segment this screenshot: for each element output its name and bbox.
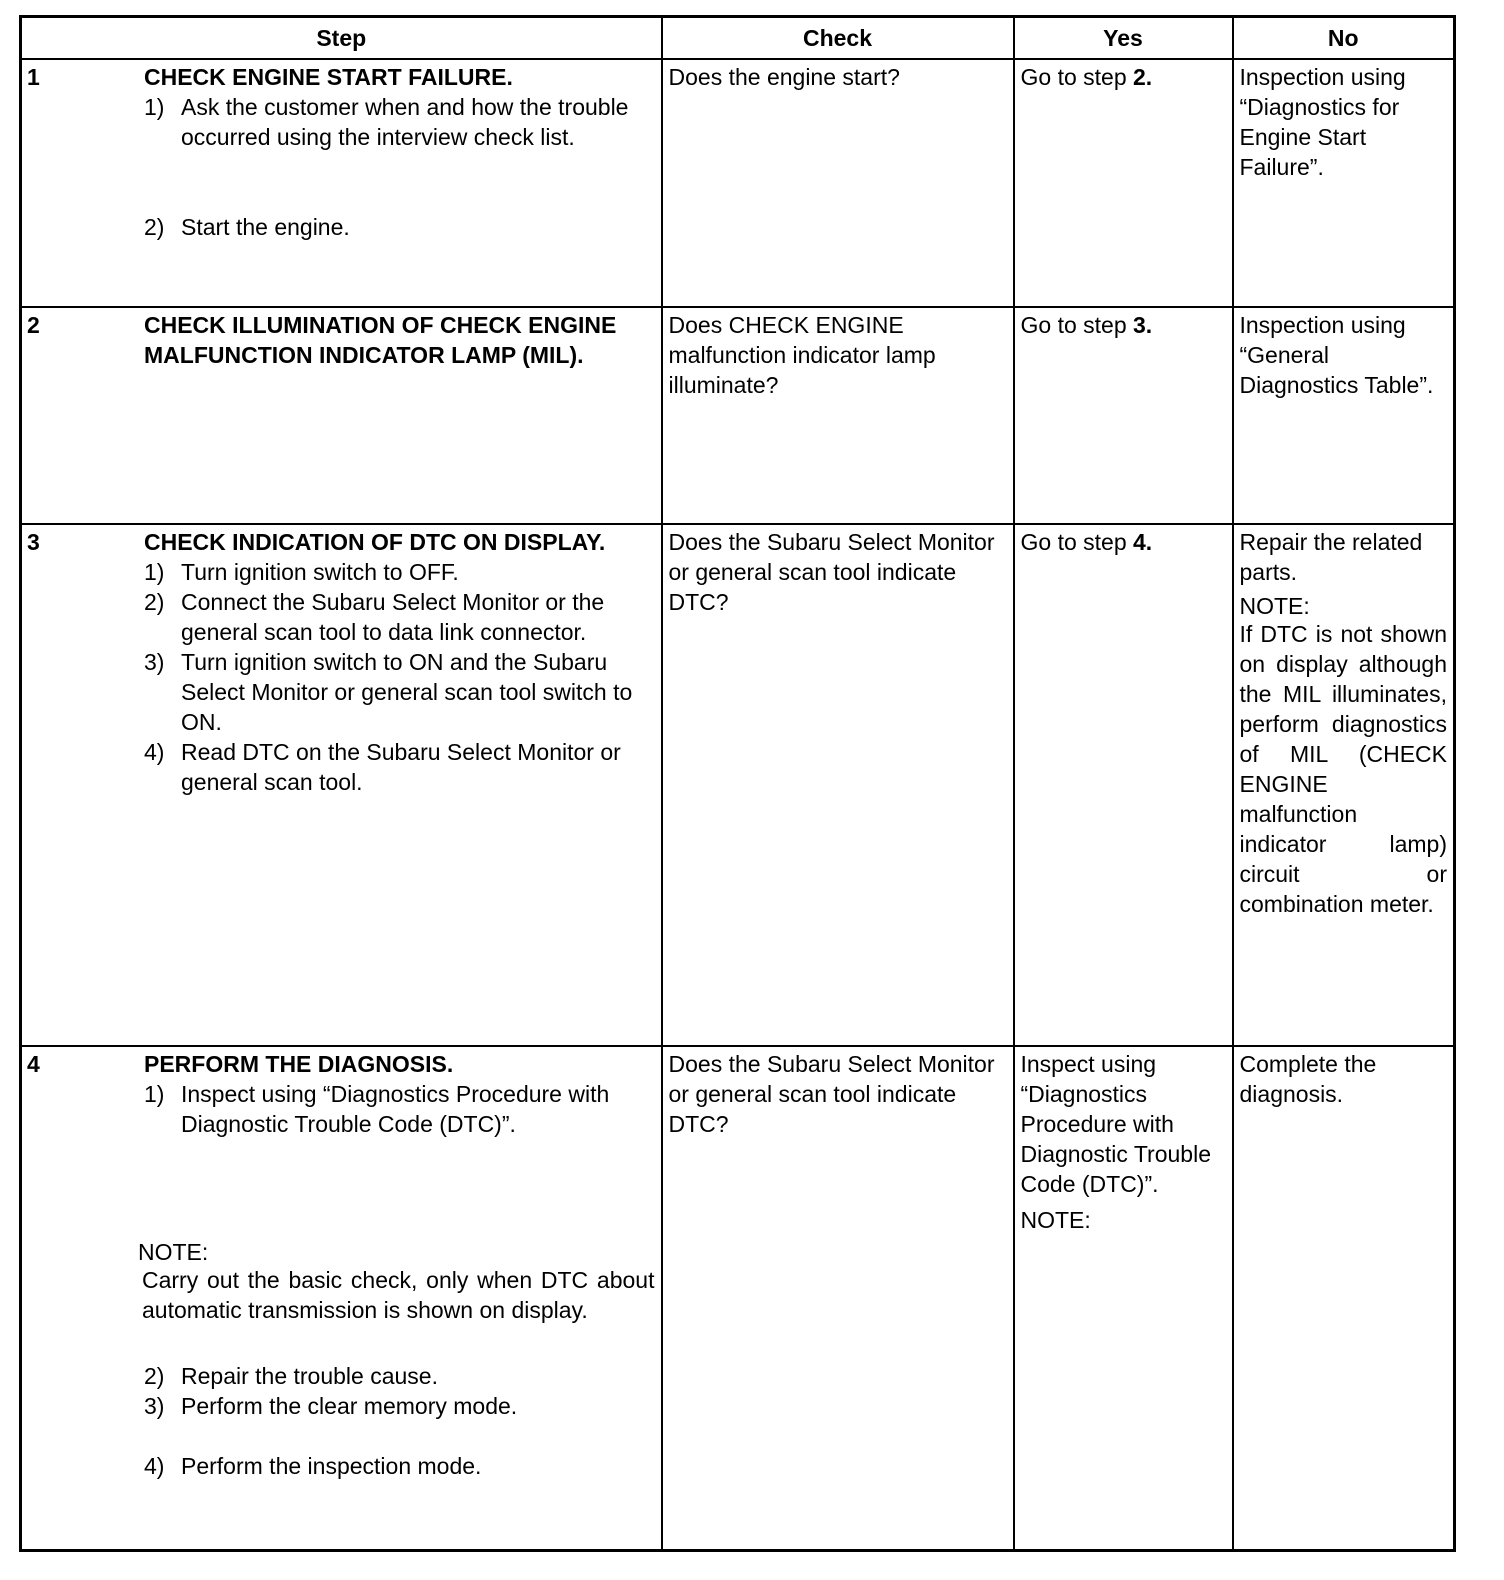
header-check: Check [662,17,1014,60]
note-text: Carry out the basic check, only when DTC about automatic transmission is shown on display. [142,1267,655,1323]
header-yes: Yes [1014,17,1233,60]
list-item: 1) Inspect using “Diagnostics Procedure with Diagnostic Trouble Code (DTC)”. [144,1081,610,1137]
header-step: Step [21,17,662,60]
no-cell: Complete the diagnosis. [1233,1046,1455,1551]
check-cell: Does the Subaru Select Monitor or general scan tool indicate DTC? [662,1046,1014,1551]
list-item: 2) Connect the Subaru Select Monitor or the general scan tool to data link connector. [144,589,605,645]
note-text: If DTC is not shown on display although the MIL illuminates, perform diagnostics of MIL (CHECK ENGINE malfunction indicator lamp) circuit or combination meter. [1239,621,1447,917]
list-item: 3) Turn ignition switch to ON and the Subaru Select Monitor or general scan tool switch to ON. [144,649,633,735]
note-label: NOTE: [1020,1207,1091,1233]
table-row [21,307,1455,524]
no-cell: Inspection using “General Diagnostics Table”. [1233,307,1455,524]
step-cell [21,1046,662,1551]
diagnostic-table [19,15,1456,1552]
step-number: 1 [27,64,40,90]
step-list [144,92,655,242]
step-number: 4 [27,1051,40,1077]
list-item: 4) Perform the inspection mode. [144,1453,482,1479]
table-row [21,1046,1455,1551]
list-item: 2) Start the engine. [144,214,350,240]
no-cell [1233,524,1455,1046]
table-row [21,59,1455,307]
header-no: No [1233,17,1455,60]
list-item: 2) Repair the trouble cause. [144,1363,438,1389]
list-item: 3) Perform the clear memory mode. [144,1393,518,1419]
yes-text: Inspect using “Diagnostics Procedure with Diagnostic Trouble Code (DTC)”. [1020,1051,1211,1197]
check-cell: Does the engine start? [662,59,1014,307]
list-item: 1) Ask the customer when and how the trouble occurred using the interview check list. [144,94,629,150]
step-list [144,1361,655,1481]
step-title: CHECK ILLUMINATION OF CHECK ENGINE MALFUNCTION INDICATOR LAMP (MIL). [144,312,617,368]
step-cell [21,524,662,1046]
check-cell: Does the Subaru Select Monitor or general scan tool indicate DTC? [662,524,1014,1046]
no-cell: Inspection using “Diagnostics for Engine Start Failure”. [1233,59,1455,307]
step-title: CHECK ENGINE START FAILURE. [144,64,513,90]
step-list [144,557,655,797]
table-row [21,524,1455,1046]
yes-cell: Go to step 2. [1014,59,1233,307]
step-number: 3 [27,529,40,555]
step-cell [21,59,662,307]
step-title: PERFORM THE DIAGNOSIS. [144,1051,454,1077]
step-cell [21,307,662,524]
step-number: 2 [27,312,40,338]
yes-cell: Go to step 3. [1014,307,1233,524]
note-label: NOTE: [138,1239,209,1265]
yes-cell: Go to step 4. [1014,524,1233,1046]
list-item: 1) Turn ignition switch to OFF. [144,559,459,585]
step-title: CHECK INDICATION OF DTC ON DISPLAY. [144,529,606,555]
no-text: Repair the related parts. [1239,529,1423,585]
header-row [21,17,1455,60]
step-list [144,1079,655,1139]
check-cell: Does CHECK ENGINE malfunction indicator lamp illuminate? [662,307,1014,524]
yes-cell [1014,1046,1233,1551]
list-item: 4) Read DTC on the Subaru Select Monitor or general scan tool. [144,739,621,795]
note-label: NOTE: [1239,593,1310,619]
